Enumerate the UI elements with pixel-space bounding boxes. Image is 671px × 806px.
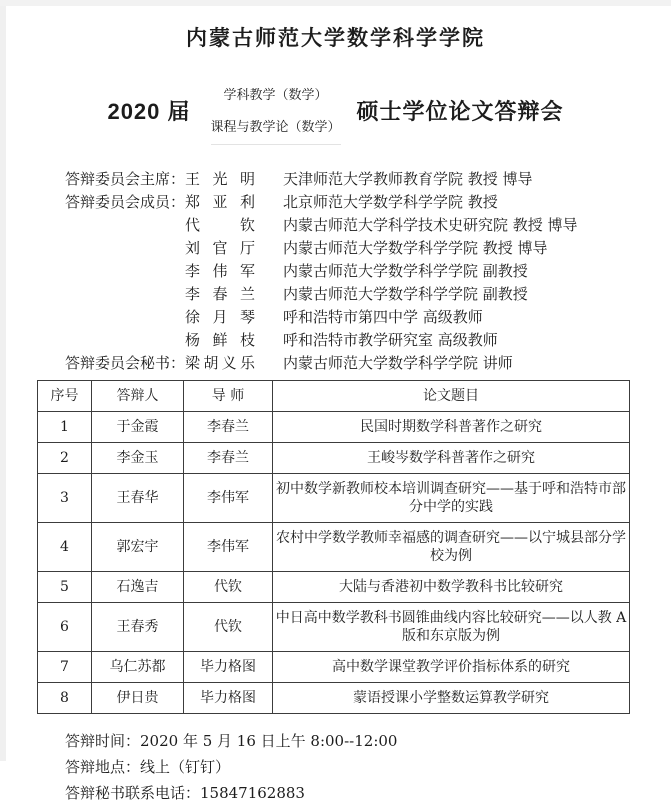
thesis-title-cell: 蒙语授课小学整数运算教学研究	[273, 683, 630, 714]
advisor-cell: 李伟军	[184, 523, 273, 572]
candidate-cell: 李金玉	[92, 443, 184, 474]
table-body	[38, 412, 630, 714]
defense-time: 答辩时间：2020 年 5 月 16 日上午 8:00--12:00	[65, 732, 398, 750]
committee-member-name: 郑亚利	[185, 193, 255, 211]
advisor-cell: 李春兰	[184, 443, 273, 474]
table-row	[38, 683, 630, 714]
committee-member-affiliation: 内蒙古师范大学数学科学学院 教授 博导	[283, 239, 548, 257]
defense-location: 答辩地点：线上（钉钉）	[65, 758, 231, 776]
committee-member-name: 梁胡义乐	[185, 354, 255, 372]
table-row	[38, 474, 630, 523]
thesis-title-cell: 民国时期数学科普著作之研究	[273, 412, 630, 443]
advisor-cell: 代钦	[184, 572, 273, 603]
committee-member-affiliation: 内蒙古师范大学数学科学学院 副教授	[283, 285, 528, 303]
footer-info	[65, 728, 671, 806]
subtitle-program-stack	[211, 84, 341, 145]
committee-member-affiliation: 北京师范大学数学科学学院 教授	[283, 193, 498, 211]
table-header-row	[38, 381, 630, 412]
candidate-cell: 乌仁苏都	[92, 652, 184, 683]
page-title: 内蒙古师范大学数学科学学院	[186, 27, 485, 50]
table-row	[38, 652, 630, 683]
thesis-title-cell: 大陆与香港初中数学教科书比较研究	[273, 572, 630, 603]
row-number-cell: 3	[38, 474, 92, 523]
row-number-cell: 5	[38, 572, 92, 603]
subtitle-year: 2020 届	[107, 99, 191, 124]
committee-member-name: 代钦	[185, 216, 255, 234]
row-number-cell: 8	[38, 683, 92, 714]
row-number-cell: 7	[38, 652, 92, 683]
advisor-cell: 毕力格图	[184, 683, 273, 714]
candidate-cell: 王春华	[92, 474, 184, 523]
subtitle-block	[0, 80, 671, 141]
table-row	[38, 412, 630, 443]
thesis-title-cell: 农村中学数学教师幸福感的调查研究——以宁城县部分学校为例	[273, 523, 630, 572]
candidate-cell: 郭宏宇	[92, 523, 184, 572]
committee-row	[65, 282, 671, 305]
committee-row	[65, 190, 671, 213]
thesis-title-cell: 中日高中数学教科书圆锥曲线内容比较研究——以人教 A 版和东京版为例	[273, 603, 630, 652]
committee-member-name: 王光明	[185, 170, 255, 188]
committee-row	[65, 328, 671, 351]
row-number-cell: 6	[38, 603, 92, 652]
advisor-cell: 代钦	[184, 603, 273, 652]
committee-member-name: 李伟军	[185, 262, 255, 280]
candidate-cell: 于金霞	[92, 412, 184, 443]
table-header-cell: 论文题目	[273, 381, 630, 412]
committee-member-affiliation: 内蒙古师范大学数学科学学院 讲师	[283, 354, 513, 372]
defense-table	[37, 380, 630, 714]
committee-role-label: 答辩委员会秘书：	[65, 354, 186, 372]
table-row	[38, 572, 630, 603]
committee-row	[65, 213, 671, 236]
candidate-cell: 伊日贵	[92, 683, 184, 714]
committee-member-name: 杨鲜枝	[185, 331, 255, 349]
table-row	[38, 603, 630, 652]
committee-member-name: 刘官厅	[185, 239, 255, 257]
advisor-cell: 李伟军	[184, 474, 273, 523]
table-header-cell: 导 师	[184, 381, 273, 412]
thesis-title-cell: 初中数学新教师校本培训调查研究——基于呼和浩特市部分中学的实践	[273, 474, 630, 523]
committee-member-affiliation: 内蒙古师范大学数学科学学院 副教授	[283, 262, 528, 280]
committee-member-name: 李春兰	[185, 285, 255, 303]
subtitle-suffix: 硕士学位论文答辩会	[356, 99, 564, 124]
committee-member-name: 徐月琴	[185, 308, 255, 326]
table-header-cell: 答辩人	[92, 381, 184, 412]
committee-member-affiliation: 呼和浩特市第四中学 高级教师	[283, 308, 483, 326]
scan-edge-top	[0, 0, 671, 6]
table-row	[38, 443, 630, 474]
committee-list	[65, 167, 671, 374]
thesis-title-cell: 高中数学课堂教学评价指标体系的研究	[273, 652, 630, 683]
table-row	[38, 523, 630, 572]
committee-row	[65, 305, 671, 328]
scan-edge-left	[0, 0, 6, 761]
committee-row	[65, 351, 671, 374]
advisor-cell: 毕力格图	[184, 652, 273, 683]
committee-row	[65, 259, 671, 282]
advisor-cell: 李春兰	[184, 412, 273, 443]
secretary-phone: 答辩秘书联系电话：15847162883	[65, 784, 305, 802]
committee-role-label: 答辩委员会主席：	[65, 170, 186, 188]
committee-member-affiliation: 天津师范大学教师教育学院 教授 博导	[283, 170, 533, 188]
thesis-title-cell: 王峻岑数学科普著作之研究	[273, 443, 630, 474]
subtitle-program-bottom: 课程与教学论（数学）	[210, 120, 341, 135]
candidate-cell: 王春秀	[92, 603, 184, 652]
subtitle-program-top: 学科教学（数学）	[223, 88, 328, 103]
committee-member-affiliation: 内蒙古师范大学科学技术史研究院 教授 博导	[283, 216, 578, 234]
row-number-cell: 4	[38, 523, 92, 572]
committee-row	[65, 236, 671, 259]
committee-row	[65, 167, 671, 190]
row-number-cell: 2	[38, 443, 92, 474]
committee-role-label: 答辩委员会成员：	[65, 193, 186, 211]
committee-member-affiliation: 呼和浩特市教学研究室 高级教师	[283, 331, 498, 349]
row-number-cell: 1	[38, 412, 92, 443]
table-header-cell: 序号	[38, 381, 92, 412]
candidate-cell: 石逸吉	[92, 572, 184, 603]
